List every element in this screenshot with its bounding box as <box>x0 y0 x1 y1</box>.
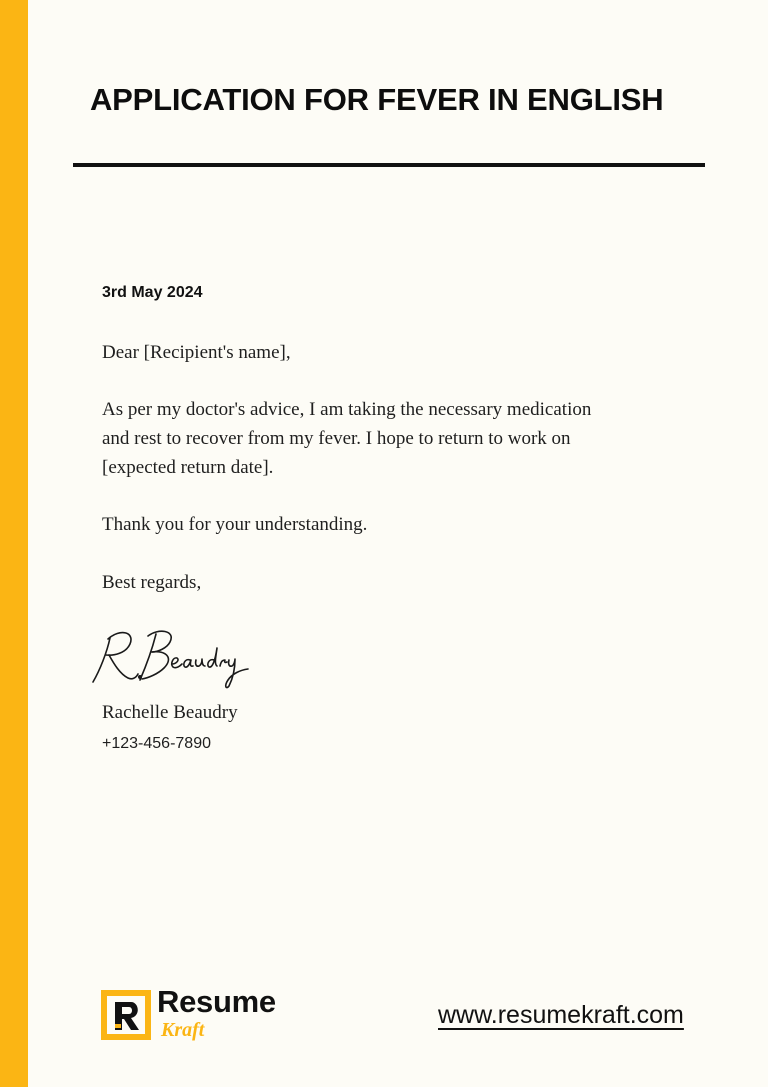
resumekraft-logo <box>101 984 301 1046</box>
handwritten-signature <box>90 622 262 692</box>
logo-text-main: Resume <box>157 984 276 1019</box>
body-paragraph <box>102 395 591 482</box>
body-line: and rest to recover from my fever. I hope to return to work on <box>102 428 571 449</box>
document-title: APPLICATION FOR FEVER IN ENGLISH <box>90 82 664 117</box>
website-link[interactable]: www.resumekraft.com <box>438 1001 684 1029</box>
accent-side-stripe <box>0 0 28 1087</box>
salutation: Dear [Recipient's name], <box>102 342 291 363</box>
letter-date: 3rd May 2024 <box>102 284 203 301</box>
signer-phone: +123-456-7890 <box>102 735 211 752</box>
logo-text-sub: Kraft <box>161 1019 205 1041</box>
body-line: As per my doctor's advice, I am taking the necessary medication <box>102 399 592 420</box>
thanks-line: Thank you for your understanding. <box>102 514 368 535</box>
signer-name: Rachelle Beaudry <box>102 702 238 723</box>
body-line: [expected return date]. <box>102 457 274 478</box>
title-divider <box>73 163 705 167</box>
resumekraft-logo-icon <box>101 990 151 1040</box>
closing-line: Best regards, <box>102 572 202 593</box>
